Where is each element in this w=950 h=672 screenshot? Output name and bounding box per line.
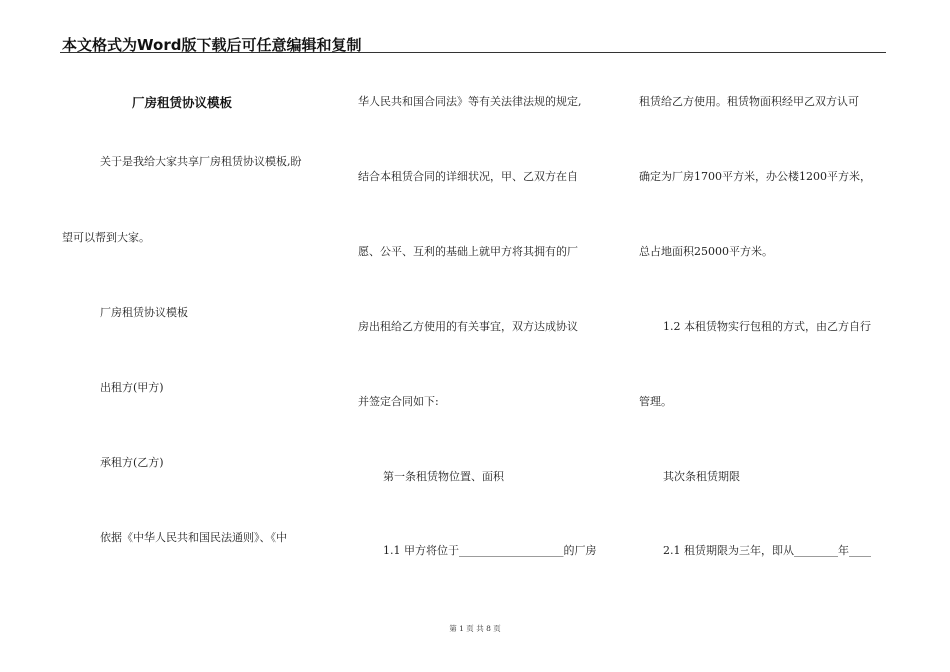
paragraph-line: 第一条租赁物位置、面积 [383,470,504,483]
header-divider [60,52,886,53]
paragraph-line: 租赁给乙方使用。租赁物面积经甲乙双方认可 [639,95,859,108]
paragraph-line: 愿、公平、互利的基础上就甲方将其拥有的厂 [358,245,578,258]
paragraph-line: 望可以帮到大家。 [62,231,150,244]
paragraph-line: 管理。 [639,395,672,408]
document-title: 厂房租赁协议模板 [132,95,233,110]
paragraph-line: 总占地面积25000平方米。 [639,245,773,258]
paragraph-line: 其次条租赁期限 [663,470,740,483]
paragraph-line: 结合本租赁合同的详细状况，甲、乙双方在自 [358,170,578,183]
paragraph-line: 依据《中华人民共和国民法通则》、《中 [100,531,287,544]
paragraph-line: 承租方(乙方) [100,456,164,469]
paragraph-line: 1.1 甲方将位于___________________的厂房 [383,544,597,557]
paragraph-line: 1.2 本租赁物实行包租的方式，由乙方自行 [663,320,871,333]
paragraph-line: 出租方(甲方) [100,381,164,394]
paragraph-line: 房出租给乙方使用的有关事宜，双方达成协议 [358,320,578,333]
paragraph-line: 确定为厂房1700平方米，办公楼1200平方米， [639,170,871,183]
paragraph-line: 厂房租赁协议模板 [100,306,188,319]
document-header-title: 本文格式为Word版下载后可任意编辑和复制 [62,36,362,54]
page-number-footer: 第 1 页 共 8 页 [449,624,501,633]
paragraph-line: 华人民共和国合同法》等有关法律法规的规定, [358,95,582,108]
paragraph-line: 并签定合同如下: [358,395,439,408]
paragraph-line: 关于是我给大家共享厂房租赁协议模板,盼 [100,155,302,168]
paragraph-line: 2.1 租赁期限为三年，即从________年____ [663,544,871,557]
